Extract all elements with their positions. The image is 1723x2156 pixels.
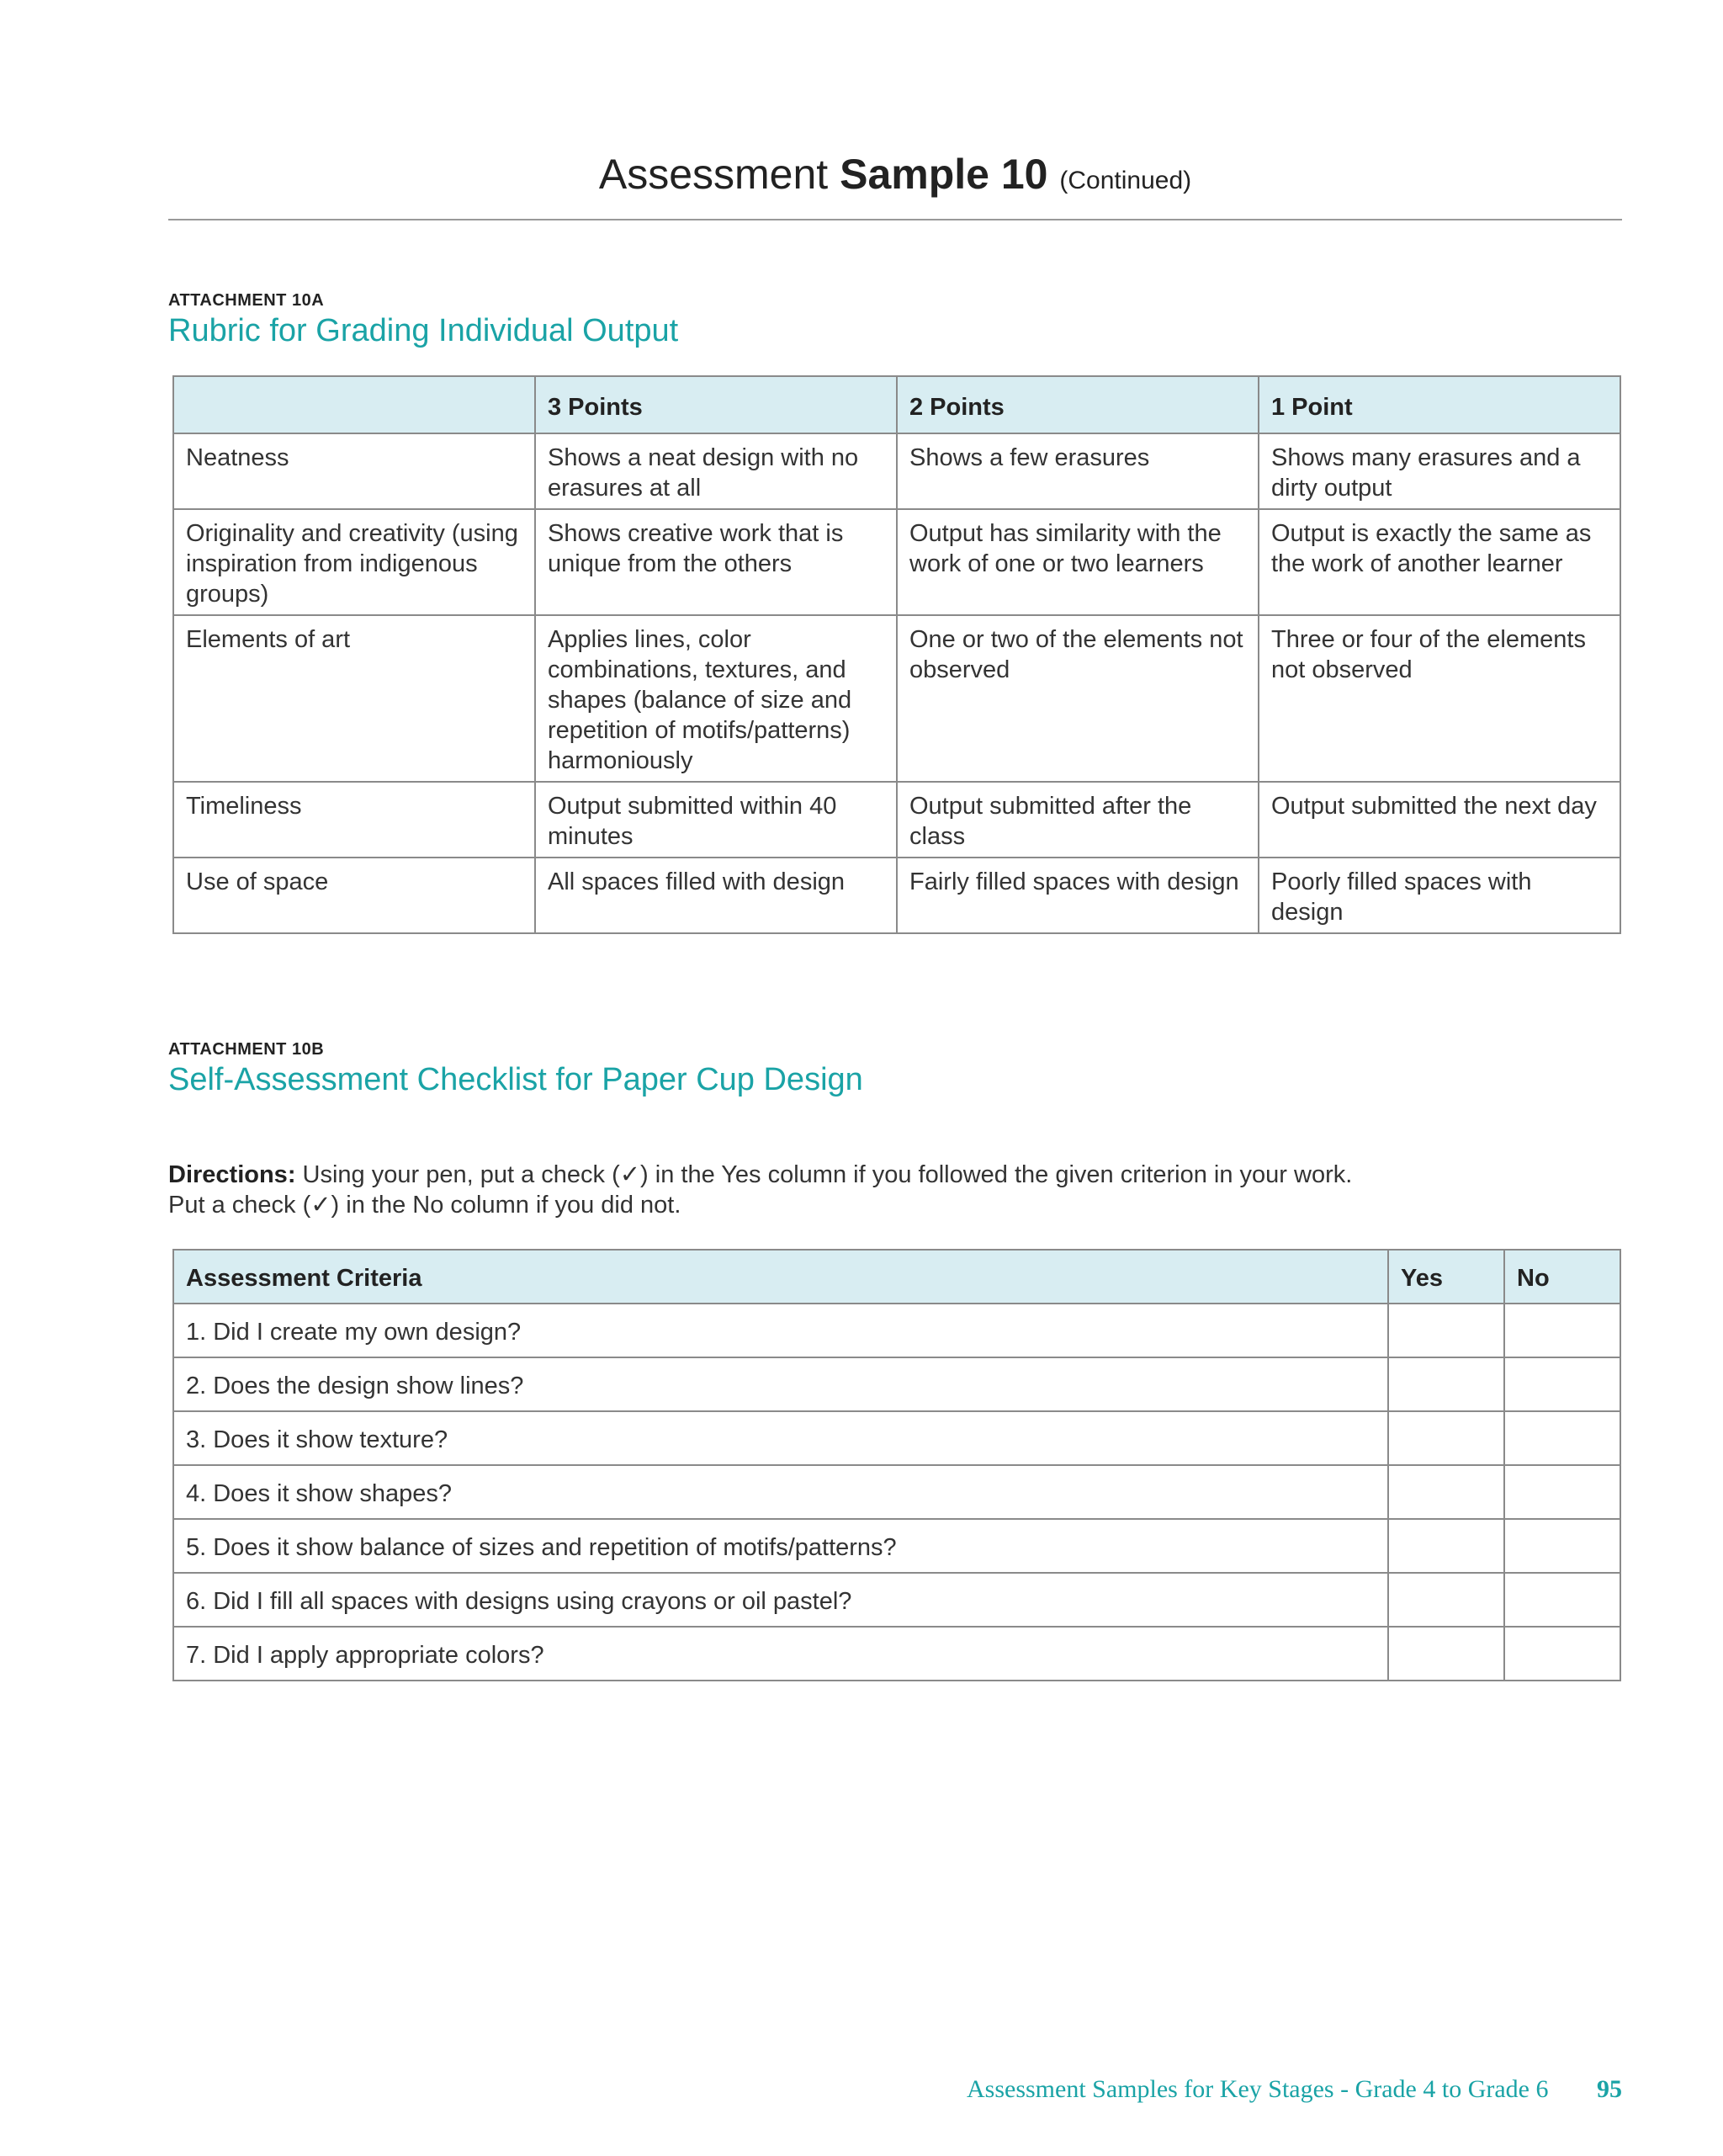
page-title-suffix: (Continued) [1059, 167, 1192, 194]
table-row [173, 1411, 1620, 1465]
table-row [173, 1627, 1620, 1681]
yes-check-cell[interactable] [1388, 1465, 1504, 1519]
page-number: 95 [1597, 2075, 1622, 2103]
checklist-criterion: 4. Does it show shapes? [173, 1465, 1388, 1519]
rubric-criterion: Originality and creativity (using inspiration from indigenous groups) [173, 509, 535, 615]
rubric-criterion: Timeliness [173, 782, 535, 858]
rubric-cell: Output submitted after the class [897, 782, 1259, 858]
rubric-table [172, 375, 1621, 934]
table-row [173, 782, 1620, 858]
checklist-header-no: No [1504, 1250, 1620, 1304]
rubric-cell: Shows a neat design with no erasures at all [535, 433, 897, 509]
yes-check-cell[interactable] [1388, 1519, 1504, 1573]
rubric-cell: Three or four of the elements not observed [1259, 615, 1620, 782]
yes-check-cell[interactable] [1388, 1357, 1504, 1411]
no-check-cell[interactable] [1504, 1411, 1620, 1465]
no-check-cell[interactable] [1504, 1627, 1620, 1681]
checklist-criterion: 7. Did I apply appropriate colors? [173, 1627, 1388, 1681]
no-check-cell[interactable] [1504, 1357, 1620, 1411]
table-row [173, 509, 1620, 615]
checklist-header-yes: Yes [1388, 1250, 1504, 1304]
checklist-criterion: 6. Did I fill all spaces with designs using crayons or oil pastel? [173, 1573, 1388, 1627]
rubric-header-cell: 1 Point [1259, 376, 1620, 433]
rubric-cell: Shows a few erasures [897, 433, 1259, 509]
checklist-criterion: 1. Did I create my own design? [173, 1304, 1388, 1357]
rubric-cell: Output is exactly the same as the work of another learner [1259, 509, 1620, 615]
rubric-cell: Output submitted within 40 minutes [535, 782, 897, 858]
page-title-word2: Sample 10 [840, 151, 1048, 198]
table-row [173, 1465, 1620, 1519]
no-check-cell[interactable] [1504, 1573, 1620, 1627]
checklist-criterion: 2. Does the design show lines? [173, 1357, 1388, 1411]
checklist-header-row [173, 1250, 1620, 1304]
table-row [173, 1573, 1620, 1627]
rubric-cell: Output submitted the next day [1259, 782, 1620, 858]
table-row [173, 1519, 1620, 1573]
rubric-criterion: Use of space [173, 858, 535, 933]
rubric-title: Rubric for Grading Individual Output [168, 313, 679, 348]
checklist-criterion: 3. Does it show texture? [173, 1411, 1388, 1465]
yes-check-cell[interactable] [1388, 1304, 1504, 1357]
rubric-criterion: Elements of art [173, 615, 535, 782]
no-check-cell[interactable] [1504, 1304, 1620, 1357]
rubric-header-row [173, 376, 1620, 433]
rubric-cell: Shows many erasures and a dirty output [1259, 433, 1620, 509]
table-row [173, 858, 1620, 933]
footer-text: Assessment Samples for Key Stages - Grade 4 to Grade 6 [966, 2075, 1549, 2103]
rubric-cell: All spaces filled with design [535, 858, 897, 933]
rubric-header-cell [173, 376, 535, 433]
table-row [173, 1357, 1620, 1411]
checklist-header-criteria: Assessment Criteria [173, 1250, 1388, 1304]
rubric-criterion: Neatness [173, 433, 535, 509]
checklist-table [172, 1249, 1621, 1681]
rubric-cell: Shows creative work that is unique from the others [535, 509, 897, 615]
header-divider [168, 219, 1622, 220]
rubric-header-cell: 3 Points [535, 376, 897, 433]
rubric-cell: One or two of the elements not observed [897, 615, 1259, 782]
yes-check-cell[interactable] [1388, 1411, 1504, 1465]
rubric-header-cell: 2 Points [897, 376, 1259, 433]
checklist-criterion: 5. Does it show balance of sizes and repetition of motifs/patterns? [173, 1519, 1388, 1573]
no-check-cell[interactable] [1504, 1465, 1620, 1519]
rubric-cell: Applies lines, color combinations, textures, and shapes (balance of size and repetition of motifs/patterns) harmoniously [535, 615, 897, 782]
directions-body: Using your pen, put a check (✓) in the Yes column if you followed the given criterion in your work. Put a check (✓) in the No column if you did not. [168, 1161, 1353, 1219]
directions-text [168, 1160, 1363, 1220]
yes-check-cell[interactable] [1388, 1627, 1504, 1681]
table-row [173, 1304, 1620, 1357]
rubric-cell: Output has similarity with the work of one or two learners [897, 509, 1259, 615]
checklist-title: Self-Assessment Checklist for Paper Cup Design [168, 1062, 863, 1097]
no-check-cell[interactable] [1504, 1519, 1620, 1573]
rubric-cell: Poorly filled spaces with design [1259, 858, 1620, 933]
directions-lead: Directions: [168, 1161, 296, 1188]
table-row [173, 433, 1620, 509]
table-row [173, 615, 1620, 782]
yes-check-cell[interactable] [1388, 1573, 1504, 1627]
page-footer [967, 2075, 1622, 2104]
page-title-word1: Assessment [598, 151, 829, 198]
rubric-cell: Fairly filled spaces with design [897, 858, 1259, 933]
attachment-10a-label: ATTACHMENT 10A [168, 291, 325, 310]
page-title [168, 150, 1622, 199]
attachment-10b-label: ATTACHMENT 10B [168, 1040, 325, 1059]
